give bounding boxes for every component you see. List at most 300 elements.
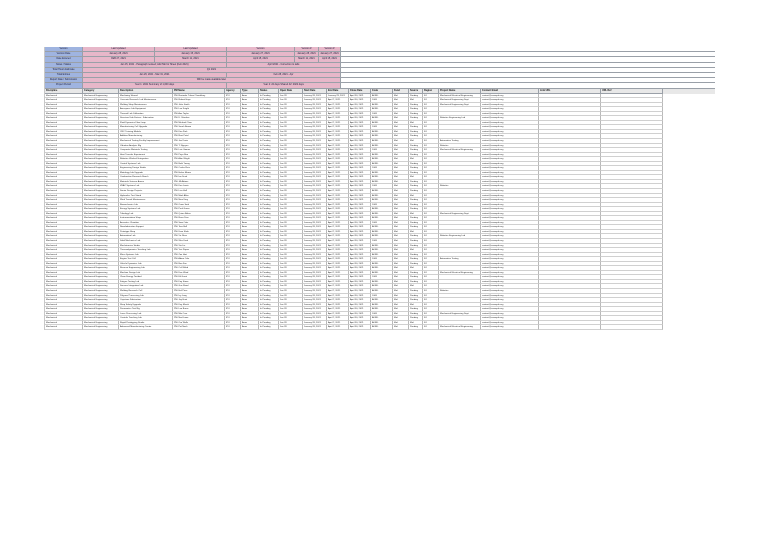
table-cell[interactable]: Jan 28 bbox=[279, 98, 303, 103]
table-cell[interactable]: All IRL bbox=[371, 280, 393, 285]
contact-email-link[interactable]: contact@example.org bbox=[482, 294, 504, 297]
table-cell[interactable]: Mechanical bbox=[45, 275, 83, 280]
table-cell[interactable]: IPO bbox=[225, 221, 241, 226]
table-cell[interactable]: January 28, 2021 bbox=[303, 144, 327, 149]
table-cell[interactable]: Mechatronics Studio bbox=[119, 244, 173, 249]
table-cell[interactable]: Pending bbox=[409, 298, 423, 303]
table-cell[interactable]: April 30, 2021 bbox=[349, 212, 371, 217]
table-cell[interactable]: April 30, 2021 bbox=[349, 239, 371, 244]
header-value[interactable]: January 27, 2021 bbox=[319, 52, 341, 57]
table-cell[interactable]: Mid bbox=[393, 107, 409, 112]
table-cell[interactable]: January 28, 2021 bbox=[303, 234, 327, 239]
table-cell[interactable]: All IRL bbox=[371, 307, 393, 312]
table-cell[interactable]: IPO bbox=[225, 139, 241, 144]
column-header[interactable]: Description bbox=[119, 89, 173, 94]
contact-email-link[interactable]: contact@example.org bbox=[482, 226, 504, 229]
header-value[interactable]: Last Updated bbox=[83, 47, 155, 52]
contact-email-link[interactable]: contact@example.org bbox=[482, 117, 504, 120]
table-cell[interactable]: Mechanical Engineering bbox=[83, 134, 119, 139]
table-cell[interactable]: PM: Robert Hays bbox=[173, 98, 225, 103]
table-cell[interactable]: FO bbox=[423, 212, 439, 217]
table-cell[interactable]: January 28, 2021 bbox=[303, 121, 327, 126]
table-cell[interactable]: Mechanical Engineering bbox=[83, 212, 119, 217]
table-cell[interactable]: All IRL bbox=[371, 244, 393, 249]
table-cell[interactable]: April 30, 2021 bbox=[349, 325, 371, 330]
table-cell[interactable]: Mechanical bbox=[45, 325, 83, 330]
table-cell[interactable]: Thermal Lab Calibration bbox=[119, 112, 173, 117]
table-cell[interactable]: PM: Paul Green bbox=[173, 207, 225, 212]
table-cell[interactable]: Mechanical bbox=[45, 312, 83, 317]
table-cell[interactable]: In Pending bbox=[259, 262, 279, 267]
table-cell[interactable]: FO bbox=[423, 153, 439, 158]
table-cell[interactable]: FO bbox=[423, 316, 439, 321]
table-cell[interactable]: IPO bbox=[225, 216, 241, 221]
table-cell[interactable]: April 7, 2021 bbox=[327, 107, 349, 112]
table-cell[interactable]: Mechanical Engineering bbox=[83, 121, 119, 126]
table-cell[interactable]: Mechanical Engineering bbox=[83, 216, 119, 221]
table-cell[interactable]: Pending bbox=[409, 107, 423, 112]
table-cell[interactable]: Mechanical bbox=[45, 294, 83, 299]
table-cell[interactable]: Arms bbox=[241, 221, 259, 226]
table-cell[interactable]: Pending bbox=[409, 221, 423, 226]
table-cell[interactable]: April 7, 2021 bbox=[327, 166, 349, 171]
table-cell[interactable]: Fatigue Testing Lab bbox=[119, 280, 173, 285]
table-cell[interactable]: Jan 28 bbox=[279, 266, 303, 271]
table-cell[interactable]: Pending bbox=[409, 275, 423, 280]
table-cell[interactable]: FO bbox=[423, 225, 439, 230]
table-cell[interactable]: Jan 28 bbox=[279, 312, 303, 317]
table-cell[interactable]: FO bbox=[423, 130, 439, 135]
table-cell[interactable]: Jan 28 bbox=[279, 216, 303, 221]
table-cell[interactable]: IPO bbox=[225, 298, 241, 303]
table-cell[interactable]: Mid bbox=[393, 112, 409, 117]
table-cell[interactable]: April 7, 2021 bbox=[327, 289, 349, 294]
table-cell[interactable]: Mid bbox=[393, 253, 409, 258]
table-cell[interactable]: In Pending bbox=[259, 307, 279, 312]
table-cell[interactable]: PM: Ivy Long bbox=[173, 294, 225, 299]
table-cell[interactable]: PM: Ian Scott bbox=[173, 175, 225, 180]
table-cell[interactable]: FO bbox=[423, 325, 439, 330]
table-cell[interactable]: Arms bbox=[241, 112, 259, 117]
table-cell[interactable]: Mechanical bbox=[45, 271, 83, 276]
table-cell[interactable]: IPO bbox=[225, 271, 241, 276]
table-cell[interactable]: Arms bbox=[241, 98, 259, 103]
table-cell[interactable]: Pending bbox=[409, 225, 423, 230]
table-cell[interactable]: Mid bbox=[393, 166, 409, 171]
table-cell[interactable]: IPO bbox=[225, 116, 241, 121]
table-cell[interactable]: Mechanical bbox=[45, 239, 83, 244]
contact-email-link[interactable]: contact@example.org bbox=[482, 253, 504, 256]
contact-email-link[interactable]: contact@example.org bbox=[482, 271, 504, 274]
table-cell[interactable]: 1009 bbox=[371, 275, 393, 280]
table-cell[interactable]: Pending bbox=[409, 207, 423, 212]
table-cell[interactable]: All IRL bbox=[371, 153, 393, 158]
table-cell[interactable]: FO bbox=[423, 134, 439, 139]
table-cell[interactable]: PM: Ravi Patel bbox=[173, 134, 225, 139]
table-cell[interactable]: Mid bbox=[409, 139, 423, 144]
header-value[interactable]: April 15, 2021 bbox=[227, 57, 295, 62]
table-cell[interactable]: FO bbox=[423, 207, 439, 212]
table-cell[interactable]: January 28, 2021 bbox=[303, 221, 327, 226]
table-cell[interactable]: IPO bbox=[225, 162, 241, 167]
table-cell[interactable]: April 7, 2021 bbox=[327, 112, 349, 117]
table-cell[interactable]: April 7, 2021 bbox=[327, 244, 349, 249]
table-cell[interactable]: January 29, 2021 bbox=[327, 94, 349, 99]
table-cell[interactable]: 1009 bbox=[371, 203, 393, 208]
table-cell[interactable]: April 30, 2021 bbox=[349, 275, 371, 280]
table-cell[interactable]: Jan 28 bbox=[279, 289, 303, 294]
table-cell[interactable]: January 28, 2021 bbox=[303, 284, 327, 289]
table-cell[interactable]: Composite Materials Testing bbox=[119, 148, 173, 153]
table-cell[interactable]: Mechanical bbox=[45, 144, 83, 149]
table-cell[interactable]: Pending bbox=[409, 184, 423, 189]
table-cell[interactable]: Mechanical Engineering bbox=[83, 284, 119, 289]
table-cell[interactable]: Mechanical bbox=[45, 207, 83, 212]
table-cell[interactable]: IPO bbox=[225, 98, 241, 103]
table-cell[interactable]: In Pending bbox=[259, 321, 279, 326]
table-cell[interactable]: Arms bbox=[241, 94, 259, 99]
table-cell[interactable]: Mechanical bbox=[45, 175, 83, 180]
table-cell[interactable]: Mechanical bbox=[45, 153, 83, 158]
table-cell[interactable]: PM: Luis Gomez bbox=[173, 148, 225, 153]
table-cell[interactable]: Jan 28 bbox=[279, 257, 303, 262]
table-cell[interactable]: IPO bbox=[225, 325, 241, 330]
table-cell[interactable]: January 28, 2021 bbox=[303, 262, 327, 267]
table-cell[interactable]: Arms bbox=[241, 234, 259, 239]
table-cell[interactable]: April 7, 2021 bbox=[327, 321, 349, 326]
table-cell[interactable]: January 28, 2021 bbox=[303, 321, 327, 326]
table-cell[interactable]: Automotive Testing bbox=[439, 257, 481, 262]
table-cell[interactable]: In Pending bbox=[259, 212, 279, 217]
table-cell[interactable]: April 30, 2021 bbox=[349, 262, 371, 267]
table-cell[interactable]: Jan 28 bbox=[279, 321, 303, 326]
table-cell[interactable]: FO bbox=[423, 230, 439, 235]
table-cell[interactable]: April 30, 2021 bbox=[349, 166, 371, 171]
table-cell[interactable]: April 7, 2021 bbox=[327, 148, 349, 153]
table-cell[interactable]: Mid bbox=[393, 321, 409, 326]
header-value[interactable]: April 2021 - Correction to tabs bbox=[227, 63, 341, 68]
table-cell[interactable]: All IRL bbox=[371, 157, 393, 162]
table-cell[interactable]: Mechanical Engineering Dept bbox=[439, 212, 481, 217]
table-cell[interactable]: In Pending bbox=[259, 312, 279, 317]
header-value[interactable]: Version # bbox=[319, 47, 341, 52]
table-cell[interactable]: PM: Vic Ross bbox=[173, 234, 225, 239]
table-cell[interactable]: January 28, 2021 bbox=[303, 216, 327, 221]
contact-email-link[interactable]: contact@example.org bbox=[482, 240, 504, 242]
table-cell[interactable]: April 7, 2021 bbox=[327, 194, 349, 199]
table-cell[interactable]: Robotics Engineering Lab bbox=[439, 116, 481, 121]
table-cell[interactable]: PM: Mia Cruz bbox=[173, 312, 225, 317]
table-cell[interactable]: Pending bbox=[409, 325, 423, 330]
table-cell[interactable]: Mechanical Engineering bbox=[83, 321, 119, 326]
table-cell[interactable]: In Pending bbox=[259, 294, 279, 299]
table-cell[interactable]: April 30, 2021 bbox=[349, 221, 371, 226]
table-cell[interactable]: All IRL bbox=[371, 262, 393, 267]
table-cell[interactable]: Mechanical Engineering bbox=[83, 103, 119, 108]
table-cell[interactable]: January 28, 2021 bbox=[303, 184, 327, 189]
table-cell[interactable]: PM: Wes Ford bbox=[173, 239, 225, 244]
table-cell[interactable]: Arms bbox=[241, 130, 259, 135]
table-cell[interactable]: FO bbox=[423, 307, 439, 312]
table-cell[interactable]: Arms bbox=[241, 184, 259, 189]
table-cell[interactable]: April 30, 2021 bbox=[349, 171, 371, 176]
table-cell[interactable]: Mechanical Engineering bbox=[83, 253, 119, 258]
table-cell[interactable]: Mid bbox=[393, 153, 409, 158]
table-cell[interactable]: January 28, 2021 bbox=[303, 244, 327, 249]
table-cell[interactable]: Mechanical Engineering bbox=[83, 203, 119, 208]
table-cell[interactable]: Mechanical Engineering bbox=[83, 298, 119, 303]
header-value[interactable]: January 28, 2021 bbox=[295, 52, 319, 57]
table-cell[interactable]: Jan 28 bbox=[279, 153, 303, 158]
table-cell[interactable]: PM: Omar Said bbox=[173, 203, 225, 208]
table-cell[interactable]: FO bbox=[423, 94, 439, 99]
table-cell[interactable]: 1009 bbox=[371, 239, 393, 244]
table-cell[interactable]: April 30, 2021 bbox=[349, 280, 371, 285]
table-cell[interactable]: Pending bbox=[409, 289, 423, 294]
table-cell[interactable]: All IRL bbox=[371, 198, 393, 203]
contact-email-link[interactable]: contact@example.org bbox=[482, 130, 504, 133]
table-cell[interactable]: Mechanical bbox=[45, 266, 83, 271]
table-cell[interactable]: January 28, 2021 bbox=[303, 116, 327, 121]
table-cell[interactable]: Pending bbox=[409, 271, 423, 276]
contact-email-link[interactable]: contact@example.org bbox=[482, 135, 504, 138]
table-cell[interactable]: FO bbox=[423, 194, 439, 199]
table-cell[interactable]: Mechanical Engineering bbox=[83, 148, 119, 153]
table-cell[interactable]: Mid bbox=[393, 171, 409, 176]
table-cell[interactable]: Mid bbox=[393, 189, 409, 194]
table-cell[interactable]: Welding Research Cell bbox=[119, 289, 173, 294]
contact-email-link[interactable]: contact@example.org bbox=[482, 308, 504, 311]
table-cell[interactable]: Pending bbox=[409, 148, 423, 153]
table-cell[interactable]: April 30, 2021 bbox=[349, 121, 371, 126]
table-cell[interactable]: FO bbox=[423, 125, 439, 130]
table-cell[interactable]: Mechanical Engineering bbox=[83, 234, 119, 239]
table-cell[interactable]: Mechanical Engineering bbox=[83, 275, 119, 280]
table-cell[interactable]: Controls Teaching Lab bbox=[119, 316, 173, 321]
table-cell[interactable]: Mechanical Engineering bbox=[83, 175, 119, 180]
table-cell[interactable]: PM: Sarah Brown bbox=[173, 125, 225, 130]
table-cell[interactable]: Jan 28 bbox=[279, 253, 303, 258]
table-cell[interactable]: In Pending bbox=[259, 207, 279, 212]
table-cell[interactable]: Acoustics Chamber bbox=[119, 221, 173, 226]
table-cell[interactable]: Jan 28 bbox=[279, 294, 303, 299]
table-cell[interactable]: Mechanical bbox=[45, 257, 83, 262]
table-cell[interactable]: All IRL bbox=[371, 212, 393, 217]
table-cell[interactable]: Mechanical Engineering bbox=[83, 94, 119, 99]
table-cell[interactable]: Arms bbox=[241, 257, 259, 262]
table-cell[interactable]: Jan 28 bbox=[279, 271, 303, 276]
table-cell[interactable]: All IRL bbox=[371, 321, 393, 326]
table-cell[interactable]: April 7, 2021 bbox=[327, 203, 349, 208]
table-cell[interactable]: Mechanical Engineering bbox=[83, 262, 119, 267]
table-cell[interactable]: April 30, 2021 bbox=[349, 153, 371, 158]
table-cell[interactable]: Arms bbox=[241, 298, 259, 303]
table-cell[interactable]: Jan 28 bbox=[279, 325, 303, 330]
table-cell[interactable]: FO bbox=[423, 107, 439, 112]
table-cell[interactable]: Arms bbox=[241, 203, 259, 208]
table-cell[interactable]: Heat Transfer Experiment bbox=[119, 153, 173, 158]
table-cell[interactable]: April 30, 2021 bbox=[349, 203, 371, 208]
table-cell[interactable]: IPO bbox=[225, 294, 241, 299]
contact-email-link[interactable]: contact@example.org bbox=[482, 171, 504, 174]
table-cell[interactable]: Jan 28 bbox=[279, 166, 303, 171]
table-cell[interactable]: All IRL bbox=[371, 121, 393, 126]
table-cell[interactable]: April 7, 2021 bbox=[327, 239, 349, 244]
column-header[interactable]: Link URL bbox=[539, 89, 601, 94]
table-cell[interactable]: Mechanical Engineering bbox=[83, 162, 119, 167]
table-cell[interactable]: FO bbox=[423, 166, 439, 171]
table-cell[interactable]: All IRL bbox=[371, 207, 393, 212]
table-cell[interactable]: January 28, 2021 bbox=[303, 134, 327, 139]
table-cell[interactable]: IPO bbox=[225, 303, 241, 308]
table-cell[interactable]: HVAC Systems Lab bbox=[119, 184, 173, 189]
column-header[interactable]: Agency bbox=[225, 89, 241, 94]
table-cell[interactable]: Jan 28 bbox=[279, 162, 303, 167]
table-cell[interactable]: Mid bbox=[393, 303, 409, 308]
table-cell[interactable]: April 30, 2021 bbox=[349, 298, 371, 303]
table-cell[interactable]: IPO bbox=[225, 184, 241, 189]
table-cell[interactable]: April 7, 2021 bbox=[327, 184, 349, 189]
table-cell[interactable]: April 7, 2021 bbox=[327, 221, 349, 226]
table-cell[interactable]: FO bbox=[423, 275, 439, 280]
table-cell[interactable]: Engineering Design Studio bbox=[119, 166, 173, 171]
table-cell[interactable]: All IRL bbox=[371, 316, 393, 321]
table-cell[interactable]: All IRL bbox=[371, 325, 393, 330]
table-cell[interactable]: Arms bbox=[241, 244, 259, 249]
table-cell[interactable]: Engine Test Cell bbox=[119, 257, 173, 262]
table-cell[interactable]: April 7, 2021 bbox=[327, 157, 349, 162]
table-cell[interactable]: Sensors Integration Lab bbox=[119, 284, 173, 289]
table-cell[interactable]: Mid bbox=[393, 94, 409, 99]
table-cell[interactable]: Mid bbox=[393, 230, 409, 235]
header-value[interactable]: March 11, 2021 bbox=[155, 57, 227, 62]
table-cell[interactable]: Mechanical Electrical Engineering bbox=[439, 148, 481, 153]
table-cell[interactable]: IPO bbox=[225, 266, 241, 271]
table-cell[interactable]: Arms bbox=[241, 275, 259, 280]
table-cell[interactable]: Pending bbox=[409, 239, 423, 244]
table-cell[interactable]: PM: Sam Ortiz bbox=[173, 221, 225, 226]
table-cell[interactable]: January 28, 2021 bbox=[303, 103, 327, 108]
table-cell[interactable]: In Pending bbox=[259, 253, 279, 258]
table-cell[interactable]: All IRL bbox=[371, 139, 393, 144]
table-cell[interactable]: FO bbox=[423, 116, 439, 121]
table-cell[interactable]: FO bbox=[423, 289, 439, 294]
contact-email-link[interactable]: contact@example.org bbox=[482, 126, 504, 129]
table-cell[interactable]: Mechanical Engineering bbox=[83, 221, 119, 226]
table-cell[interactable]: Jan 28 bbox=[279, 198, 303, 203]
table-cell[interactable]: April 7, 2021 bbox=[327, 312, 349, 317]
table-cell[interactable]: Pending bbox=[409, 166, 423, 171]
table-cell[interactable]: April 7, 2021 bbox=[327, 325, 349, 330]
table-cell[interactable]: Metrology Lab Upgrade bbox=[119, 171, 173, 176]
table-cell[interactable]: Pending bbox=[409, 203, 423, 208]
table-cell[interactable]: Mechanical bbox=[45, 248, 83, 253]
table-cell[interactable]: Solid Mechanics Lab bbox=[119, 239, 173, 244]
table-cell[interactable]: April 7, 2021 bbox=[327, 271, 349, 276]
table-cell[interactable]: January 28, 2021 bbox=[303, 189, 327, 194]
table-cell[interactable]: April 7, 2021 bbox=[327, 248, 349, 253]
table-cell[interactable]: Welding Shop Maintenance bbox=[119, 103, 173, 108]
table-cell[interactable]: PM: Leo Burns bbox=[173, 307, 225, 312]
contact-email-link[interactable]: contact@example.org bbox=[482, 212, 504, 215]
table-cell[interactable]: PM: Lee Knight bbox=[173, 107, 225, 112]
table-cell[interactable]: January 28, 2021 bbox=[303, 275, 327, 280]
contact-email-link[interactable]: contact@example.org bbox=[482, 121, 504, 124]
table-cell[interactable]: IPO bbox=[225, 239, 241, 244]
table-cell[interactable]: In Pending bbox=[259, 203, 279, 208]
table-cell[interactable]: January 28, 2021 bbox=[303, 175, 327, 180]
table-cell[interactable]: Mechanical bbox=[45, 130, 83, 135]
table-cell[interactable]: Mid bbox=[393, 139, 409, 144]
table-cell[interactable]: January 28, 2021 bbox=[303, 162, 327, 167]
table-cell[interactable]: Mid bbox=[393, 275, 409, 280]
table-cell[interactable]: IPO bbox=[225, 144, 241, 149]
table-cell[interactable]: January 28, 2021 bbox=[303, 230, 327, 235]
table-cell[interactable]: FO bbox=[423, 198, 439, 203]
column-header[interactable]: Project Name bbox=[439, 89, 481, 94]
table-cell[interactable]: All IRL bbox=[371, 103, 393, 108]
table-cell[interactable]: April 7, 2021 bbox=[327, 284, 349, 289]
contact-email-link[interactable]: contact@example.org bbox=[482, 262, 504, 265]
table-cell[interactable]: FO bbox=[423, 144, 439, 149]
table-cell[interactable]: IPO bbox=[225, 130, 241, 135]
table-cell[interactable]: Jan 28 bbox=[279, 307, 303, 312]
table-cell[interactable]: Pending bbox=[409, 125, 423, 130]
table-cell[interactable]: In Pending bbox=[259, 180, 279, 185]
table-cell[interactable]: April 7, 2021 bbox=[327, 153, 349, 158]
table-cell[interactable]: PM: Pat Nash bbox=[173, 325, 225, 330]
table-cell[interactable]: IPO bbox=[225, 103, 241, 108]
table-cell[interactable]: Mid bbox=[393, 144, 409, 149]
table-cell[interactable]: Pending bbox=[409, 244, 423, 249]
table-cell[interactable]: Mechanical bbox=[45, 157, 83, 162]
table-cell[interactable]: In Pending bbox=[259, 184, 279, 189]
table-cell[interactable]: April 7, 2021 bbox=[327, 216, 349, 221]
table-cell[interactable]: April 7, 2021 bbox=[327, 139, 349, 144]
table-cell[interactable]: Mechanical bbox=[45, 94, 83, 99]
table-cell[interactable]: Mid bbox=[393, 234, 409, 239]
table-cell[interactable]: PM: T. Nguyen bbox=[173, 144, 225, 149]
table-cell[interactable]: IPO bbox=[225, 134, 241, 139]
table-cell[interactable]: Mechanical Engineering bbox=[83, 271, 119, 276]
table-cell[interactable]: Jan 28 bbox=[279, 225, 303, 230]
table-cell[interactable]: April 30, 2021 bbox=[349, 207, 371, 212]
table-cell[interactable]: All IRL bbox=[371, 230, 393, 235]
table-cell[interactable]: FO bbox=[423, 189, 439, 194]
table-cell[interactable]: In Pending bbox=[259, 275, 279, 280]
table-cell[interactable]: All IRL bbox=[371, 216, 393, 221]
table-cell[interactable]: 1009 bbox=[371, 257, 393, 262]
table-cell[interactable]: IPO bbox=[225, 234, 241, 239]
table-cell[interactable]: In Pending bbox=[259, 271, 279, 276]
table-cell[interactable]: Arms bbox=[241, 194, 259, 199]
table-cell[interactable]: IPO bbox=[225, 189, 241, 194]
table-cell[interactable]: Mechanical bbox=[45, 184, 83, 189]
table-cell[interactable]: IPO bbox=[225, 244, 241, 249]
contact-email-link[interactable]: contact@example.org bbox=[482, 208, 504, 211]
contact-email-link[interactable]: contact@example.org bbox=[482, 149, 504, 152]
contact-email-link[interactable]: contact@example.org bbox=[482, 290, 504, 293]
table-cell[interactable]: Jan 28 bbox=[279, 275, 303, 280]
contact-email-link[interactable]: contact@example.org bbox=[482, 276, 504, 279]
table-cell[interactable]: FO bbox=[423, 162, 439, 167]
table-cell[interactable]: Mid bbox=[393, 162, 409, 167]
table-cell[interactable]: PM: Ned Lowe bbox=[173, 316, 225, 321]
table-cell[interactable]: PM: Ravindra Tuhao Chaudhary bbox=[173, 94, 225, 99]
contact-email-link[interactable]: contact@example.org bbox=[482, 199, 504, 202]
table-cell[interactable]: April 30, 2021 bbox=[349, 139, 371, 144]
table-cell[interactable]: Arms bbox=[241, 284, 259, 289]
